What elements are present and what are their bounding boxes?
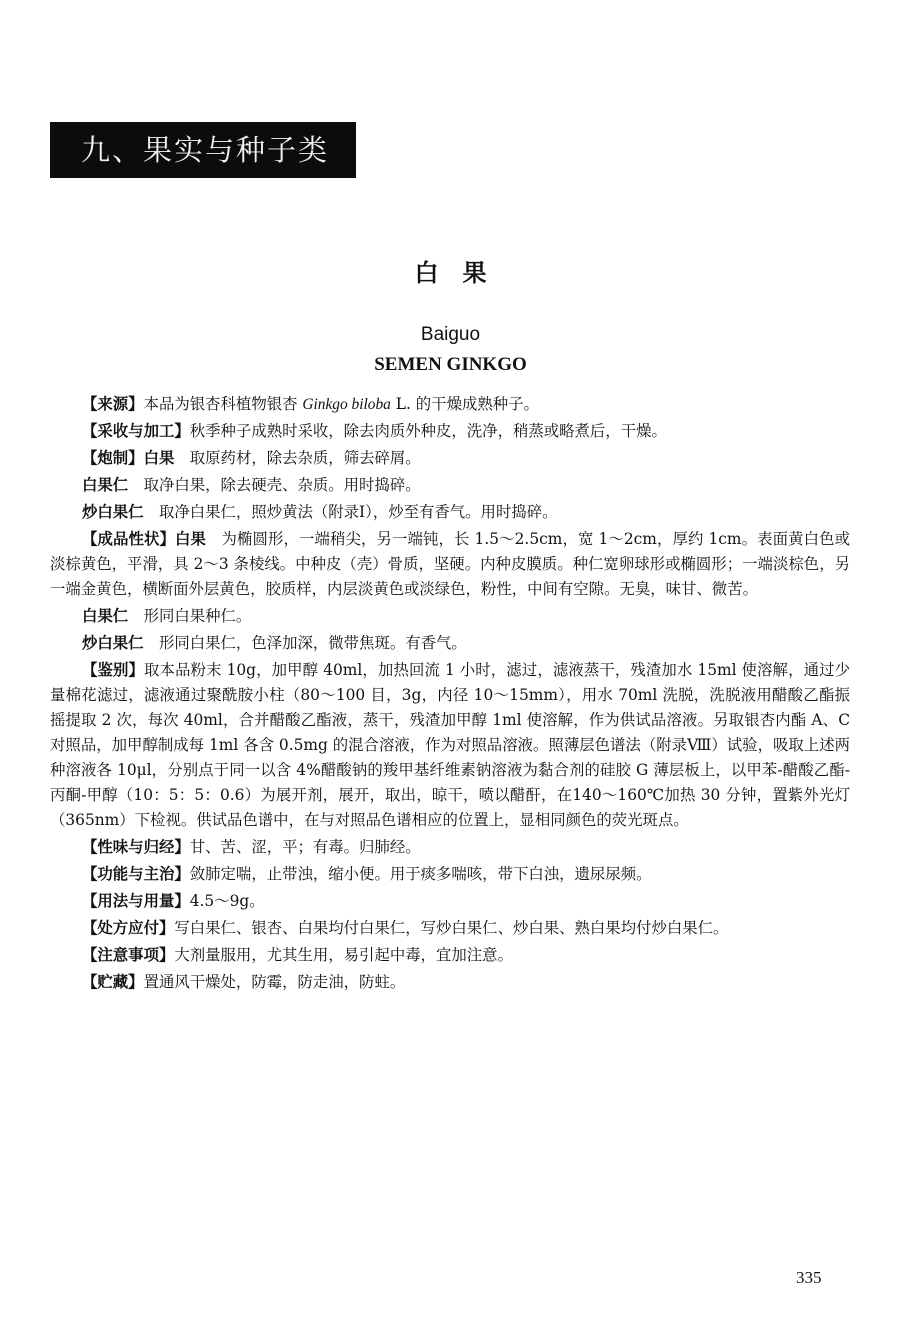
section-label: 【来源】	[82, 395, 144, 413]
section-character-3	[50, 631, 850, 658]
section-text: 取净白果仁，照炒黄法（附录Ⅰ），炒至有香气。用时捣碎。	[143, 503, 558, 521]
section-text: 为椭圆形，一端稍尖，另一端钝，长 1.5～2.5cm，宽 1～2cm，厚约 1cm。表面黄白色或淡棕黄色，平滑，具 2～3 条棱线。中种皮（壳）骨质，坚硬。内种皮膜质。种仁宽卵球形或椭圆形；一端淡棕色，另一端金黄色，横断面外层黄色，胶质样，内层淡黄色或淡绿色，粉性，中间有空隙。无臭，味甘、微苦。	[50, 530, 850, 598]
section-character-2	[50, 604, 850, 631]
section-nature	[50, 835, 850, 862]
section-text: 形同白果种仁。	[128, 607, 252, 625]
section-text: 写白果仁、银杏、白果均付白果仁，写炒白果仁、炒白果、熟白果均付炒白果仁。	[174, 919, 729, 937]
subsection-label: 白果仁	[82, 476, 129, 494]
latin-name: SEMEN GINKGO	[374, 354, 527, 375]
section-storage	[50, 970, 850, 997]
section-text: 秋季种子成熟时采收，除去肉质外种皮，洗净，稍蒸或略煮后，干燥。	[189, 422, 667, 440]
section-text: 敛肺定喘，止带浊，缩小便。用于痰多喘咳，带下白浊，遗尿尿频。	[189, 865, 652, 883]
monograph-body	[50, 392, 850, 997]
section-process	[50, 446, 850, 473]
section-label: 【鉴别】	[82, 661, 145, 679]
section-text: 置通风干燥处，防霉，防走油，防蛀。	[143, 973, 406, 991]
section-text: 4.5～9g。	[189, 892, 265, 910]
section-label: 【功能与主治】	[82, 865, 190, 883]
section-label: 【处方应付】	[82, 919, 175, 937]
page-number: 335	[796, 1268, 822, 1287]
section-label: 【贮藏】	[82, 973, 144, 991]
section-process-2	[50, 473, 850, 500]
section-process-3	[50, 500, 850, 527]
pinyin-name: Baiguo	[420, 324, 481, 345]
subsection-label: 白果仁	[82, 607, 129, 625]
subsection-label: 炒白果仁	[82, 634, 144, 652]
species-name: Ginkgo biloba	[302, 396, 391, 413]
section-text: 甘、苦、涩，平；有毒。归肺经。	[189, 838, 421, 856]
section-text: 形同白果仁，色泽加深，微带焦斑。有香气。	[143, 634, 467, 652]
subsection-label: 白果	[175, 530, 207, 548]
section-label: 【采收与加工】	[82, 422, 190, 440]
section-source	[50, 392, 850, 419]
section-label: 【性味与归经】	[82, 838, 190, 856]
subsection-label: 白果	[143, 449, 175, 467]
section-text: L. 的干燥成熟种子。	[390, 395, 539, 413]
section-text: 本品为银杏科植物银杏	[143, 395, 303, 413]
section-caution	[50, 943, 850, 970]
chapter-banner: 九、果实与种子类	[50, 122, 356, 178]
section-identification	[50, 658, 850, 835]
section-text: 取净白果，除去硬壳、杂质。用时捣碎。	[128, 476, 421, 494]
section-usage	[50, 889, 850, 916]
section-text: 取本品粉末 10g，加甲醇 40ml，加热回流 1 小时，滤过，滤液蒸干，残渣加水 15ml 使溶解，通过少量棉花滤过，滤液通过聚酰胺小柱（80～100 目，3g，内径 10～15mm），用水 70ml 洗脱，洗脱液用醋酸乙酯振摇提取 2 次，每次 40ml，合并醋酸乙酯液，蒸干，残渣加甲醇 1ml 使溶解，作为供试品溶液。另取银杏内酯 A、C 对照品，加甲醇制成每 1ml 各含 0.5mg 的混合溶液，作为对照品溶液。照薄层色谱法（附录Ⅷ）试验，吸取上述两种溶液各 10μl，分别点于同一以含 4%醋酸钠的羧甲基纤维素钠溶液为黏合剂的硅胶 G 薄层板上，以甲苯-醋酸乙酯-丙酮-甲醇（10：5：5：0.6）为展开剂，展开，取出，晾干，喷以醋酐，在140～160℃加热 30 分钟，置紫外光灯（365nm）下检视。供试品色谱中，在与对照品色谱相应的位置上，显相同颜色的荧光斑点。	[50, 661, 850, 829]
section-character	[50, 527, 850, 604]
section-prescription	[50, 916, 850, 943]
page-title: 白 果	[414, 259, 487, 287]
section-label: 【成品性状】	[82, 530, 176, 548]
subsection-label: 炒白果仁	[82, 503, 144, 521]
section-function	[50, 862, 850, 889]
section-text: 取原药材，除去杂质，筛去碎屑。	[174, 449, 421, 467]
section-harvest	[50, 419, 850, 446]
section-text: 大剂量服用，尤其生用，易引起中毒，宜加注意。	[174, 946, 513, 964]
section-label: 【注意事项】	[82, 946, 175, 964]
section-label: 【用法与用量】	[82, 892, 190, 910]
section-label: 【炮制】	[82, 449, 144, 467]
